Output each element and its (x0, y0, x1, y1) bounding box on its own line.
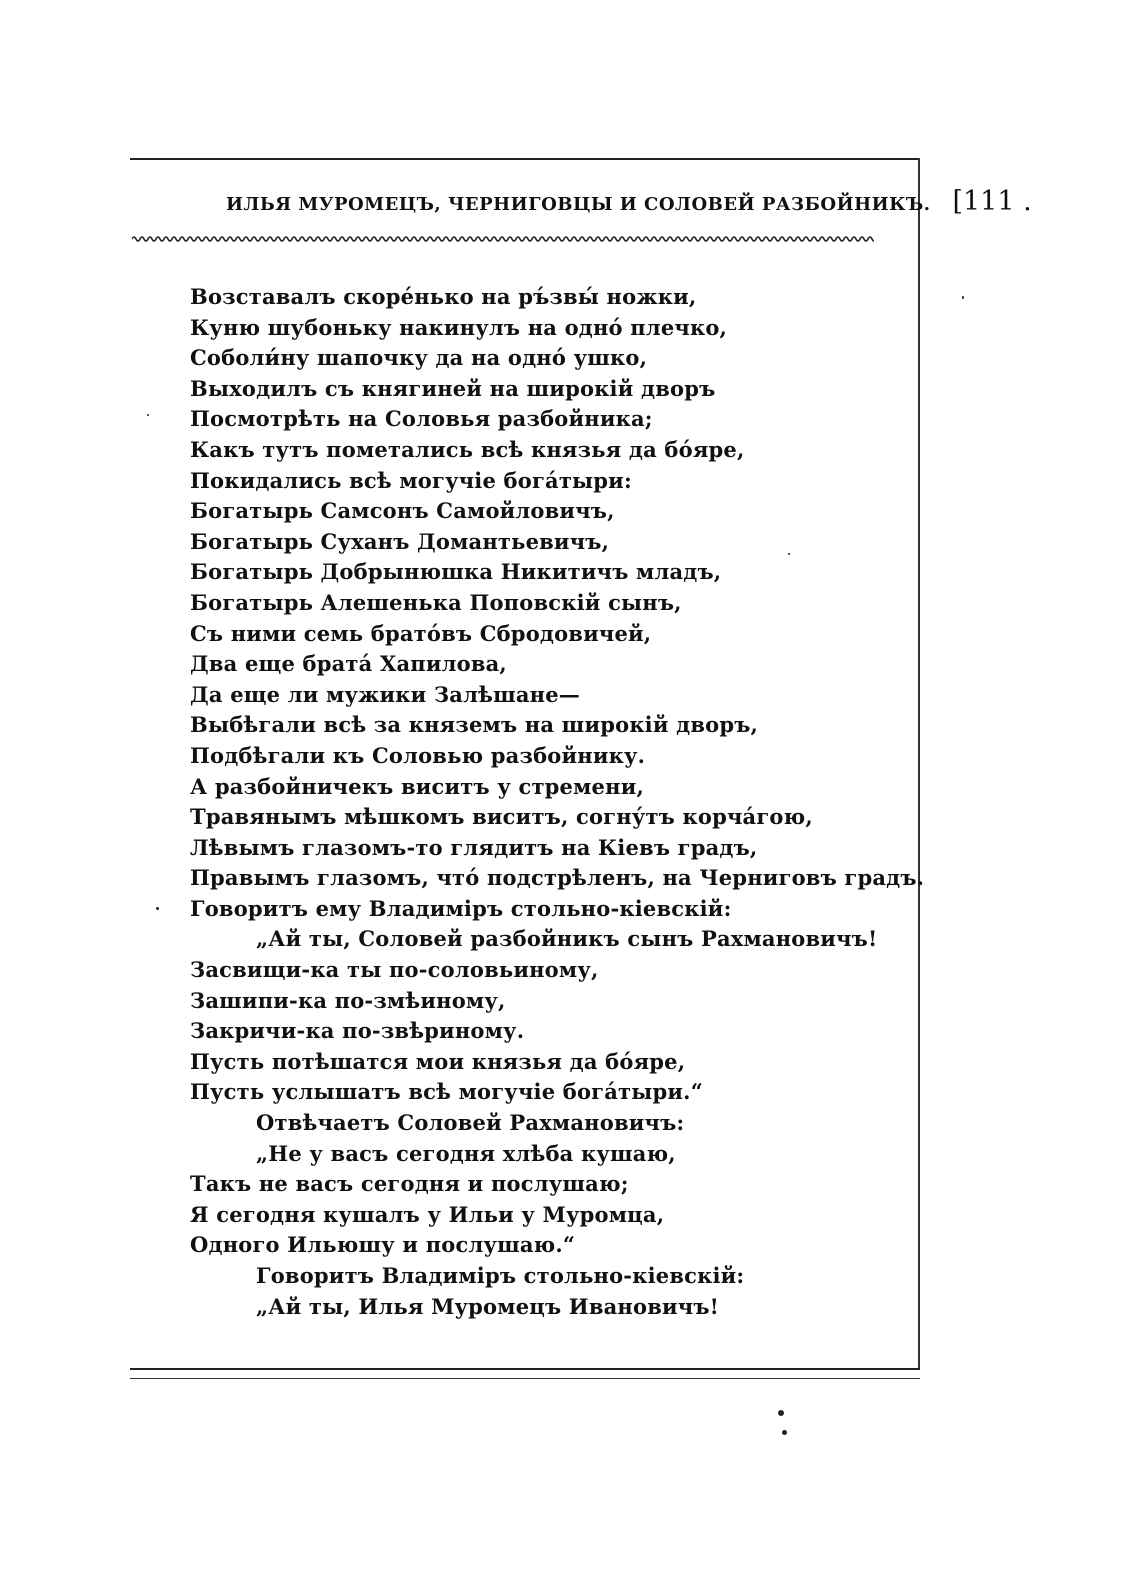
verse-line: Травянымъ мѣшкомъ виситъ, согну́тъ корча́гою, (190, 804, 813, 830)
verse-line: „Ай ты, Соловей разбойникъ сынъ Рахмановичъ! (256, 926, 878, 952)
verse-line: Выбѣгали всѣ за княземъ на широкій дворъ, (190, 712, 759, 738)
verse-line: Два еще брата́ Хапилова, (190, 651, 507, 677)
print-speck (156, 907, 159, 910)
verse-line: А разбойничекъ виситъ у стремени, (190, 773, 644, 799)
page-number: [111 . (952, 186, 1032, 217)
print-speck (147, 414, 149, 416)
verse-line: Правымъ глазомъ, что́ подстрѣленъ, на Черниговъ градъ. (190, 865, 925, 891)
verse-line: Какъ тутъ пометались всѣ князья да бо́яре, (190, 436, 745, 462)
print-speck (788, 553, 790, 555)
right-margin-rule (918, 158, 920, 1368)
top-rule (130, 158, 920, 160)
verse-line: Возставалъ скоре́нько на ръ́звы́ ножки, (190, 284, 697, 309)
verse-line: Подбѣгали къ Соловью разбойнику. (190, 742, 646, 768)
verse-line: Соболи́ну шапочку да на одно́ ушко, (190, 345, 648, 371)
verse-line: Говоритъ ему Владиміръ стольно-кіевскій: (190, 895, 732, 921)
verse-line: Съ ними семь брато́въ Сбродовичей, (190, 620, 652, 646)
verse-line: Отвѣчаетъ Соловей Рахмановичъ: (256, 1110, 685, 1136)
verse-line: Пусть потѣшатся мои князья да бо́яре, (190, 1048, 686, 1074)
verse-line: Куню шубоньку накинулъ на одно́ плечко, (190, 314, 728, 340)
verse-line: Богатырь Добрынюшка Никитичъ младъ, (190, 559, 722, 585)
verse-line: Говоритъ Владиміръ стольно-кіевскій: (256, 1263, 745, 1288)
verse-line: Засвищи-ка ты по-соловьиному, (190, 957, 599, 983)
verse-line: Лѣвымъ глазомъ-то глядитъ на Кіевъ градъ, (190, 834, 758, 860)
verse-line: „Ай ты, Илья Муромецъ Ивановичъ! (256, 1293, 720, 1319)
bottom-rule-secondary (130, 1378, 920, 1379)
verse-line: Посмотрѣть на Соловья разбойника; (190, 406, 653, 432)
verse-line: Такъ не васъ сегодня и послушаю; (190, 1171, 629, 1197)
verse-line: Закричи-ка по-звѣриному. (190, 1018, 525, 1044)
verse-line: „Не у васъ сегодня хлѣба кушаю, (256, 1140, 676, 1166)
verse-line: Выходилъ съ княгиней на широкій дворъ (190, 375, 716, 401)
verse-line: Богатырь Суханъ Домантьевичъ, (190, 528, 610, 554)
print-speck (778, 1410, 784, 1416)
verse-line: Богатырь Алешенька Поповскій сынъ, (190, 589, 682, 615)
running-title: ИЛЬЯ МУРОМЕЦЪ, ЧЕРНИГОВЦЫ И СОЛОВЕЙ РАЗБОЙНИКЪ. (226, 194, 931, 215)
bottom-rule (130, 1368, 920, 1370)
verse-line: Одного Ильюшу и послушаю.“ (190, 1232, 576, 1258)
verse-line: Я сегодня кушалъ у Ильи у Муромца, (190, 1201, 665, 1227)
verse-line: Богатырь Самсонъ Самойловичъ, (190, 498, 615, 524)
poem-verse (190, 282, 925, 1322)
verse-line: Пусть услышатъ всѣ могучіе бога́тыри.“ (190, 1079, 703, 1105)
print-speck (782, 1430, 787, 1435)
running-head (226, 186, 1032, 226)
print-speck (962, 296, 964, 299)
verse-line: Зашипи-ка по-змѣиному, (190, 987, 506, 1013)
wavy-rule-ornament (132, 233, 874, 245)
verse-line: Да еще ли мужики Залѣшане— (190, 681, 580, 707)
verse-line: Покидались всѣ могучіе бога́тыри: (190, 467, 632, 493)
